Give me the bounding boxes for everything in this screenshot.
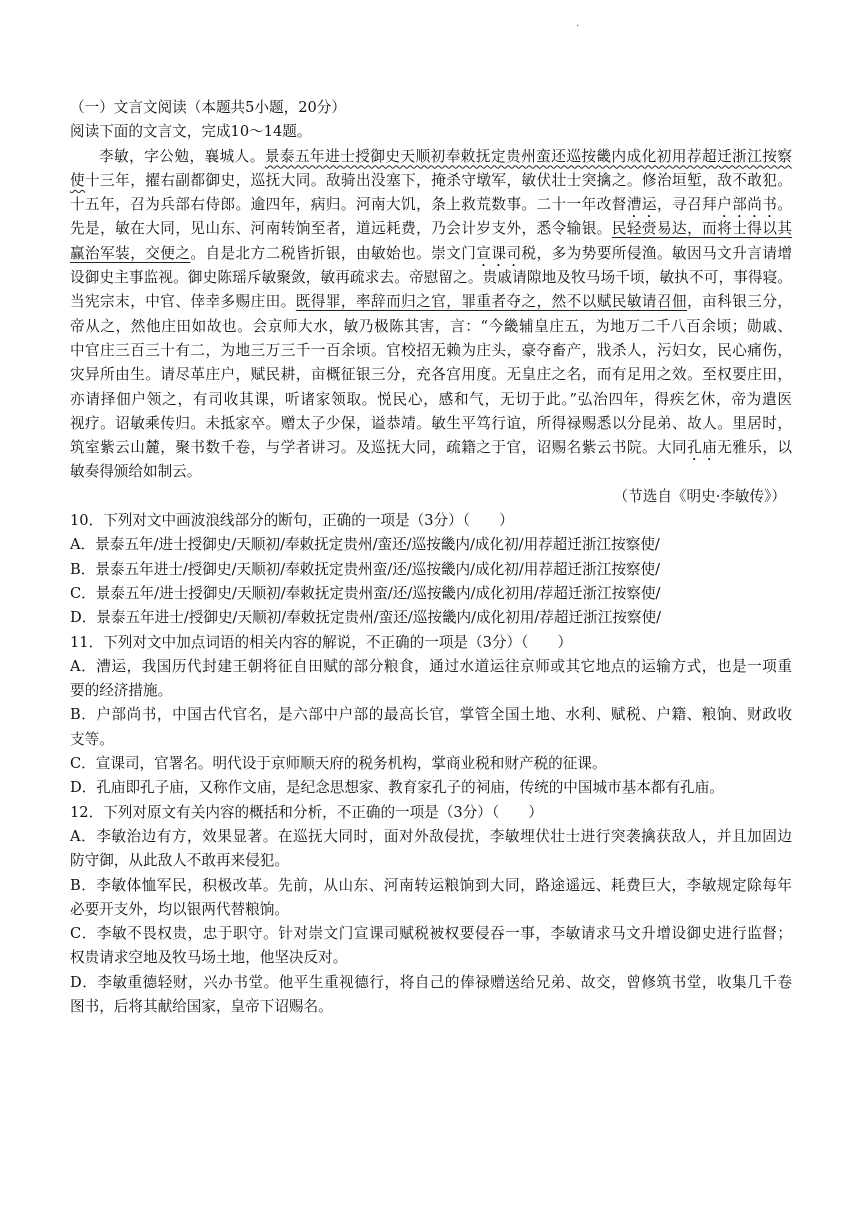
option-c: C．景泰五年/进士授御史/天顺初/奉敕抚定贵州蛮/还/巡按畿内/成化初用/荐超迁浙江按察使/	[70, 584, 661, 602]
option-c-cont: 权贵请求空地及牧马场土地，他坚决反对。	[70, 949, 348, 967]
section-header: （一）文言文阅读（本题共5小题，20分）	[70, 99, 346, 116]
option-a: A．漕运，我国历代封建王朝将征自田赋的部分粮食，通过水道运往京师或其它地点的运输方式，也是一项重	[70, 657, 792, 675]
option-d: D．景泰五年进士/授御史/天顺初/奉敕抚定贵州/蛮还/巡按畿内/成化初用/荐超迁浙江按察使/	[70, 609, 662, 627]
passage-line: 十五年，召为兵部右侍郎。逾四年，病归。河南大饥，条上救荒数事。二十一年改督漕运，寻召拜户部尚书。	[70, 196, 792, 214]
question-stem: 11．下列对文中加点词语的相关内容的解说，不正确的一项是（3分）（ ）	[70, 633, 573, 651]
dotted-term: 孔庙	[687, 439, 718, 457]
instruction: 阅读下面的文言文，完成10～14题。	[70, 123, 312, 141]
exam-content	[70, 96, 792, 1019]
option-a: A．李敏治边有方，效果显著。在巡抚大同时，面对外敌侵扰，李敏埋伏壮士进行突袭擒获敌人，并且加固边	[70, 827, 792, 845]
option-a-cont: 要的经济措施。	[70, 682, 173, 700]
option-c: C．宣课司，官署名。明代设于京师顺天府的税务机构，掌商业税和财产税的征课。	[70, 755, 607, 773]
passage-line: 赢治军装，交便之。自是北方二税皆折银，由敏始也。崇文门宣课司税，多为势要所侵渔。敏因马文升言请增	[70, 244, 792, 262]
passage-line: 帝从之，然他庄田如故也。会京师大水，敏乃极陈其害，言：“今畿辅皇庄五，为地万二千八百余顷；勋戚、	[70, 317, 792, 335]
passage-line: 先是，敏在大同，见山东、河南转饷至者，道远耗费，乃会计岁支外，悉令输银。民轻赍易达，而将士得以其	[70, 220, 792, 238]
option-b: B．景泰五年进士/授御史/天顺初/奉敕抚定贵州蛮/还/巡按畿内/成化初/用荐超迁浙江按察使/	[70, 560, 661, 578]
option-c: C．李敏不畏权贵，忠于职守。针对崇文门宣课司赋税被权要侵吞一事，李敏请求马文升增设御史进行监督；	[70, 925, 792, 943]
passage-line: 敏奏得颁给如制云。	[70, 463, 202, 481]
passage-line: 筑室紫云山麓，聚书数千卷，与学者讲习。及巡抚大同，疏籍之于官，诏赐名紫云书院。大同孔庙无雅乐，以	[70, 439, 792, 457]
option-d: D．孔庙即孔子庙，又称作文庙，是纪念思想家、教育家孔子的祠庙，传统的中国城市基本都有孔庙。	[70, 779, 724, 797]
passage-source: （节选自《明史·李敏传》）	[613, 487, 786, 505]
underlined-sentence: 民轻赍易达，而将士得以其	[611, 220, 792, 238]
passage-line: 亦请择佃户领之，有司收其课，听诸家领取。悦民心，感和气，无切于此。”弘治四年，得疾乞休，帝为遣医	[70, 390, 792, 408]
question-11	[70, 631, 792, 801]
passage-line: 设御史主事监视。御史陈瑶斥敏聚敛，敏再疏求去。帝慰留之。贵戚请隙地及牧马场千顷，敏执不可，事得寝。	[70, 269, 792, 287]
passage-line: 使十三年，擢右副都御史，巡抚大同。敌骑出没塞下，掩杀守墩军，敏伏壮士突擒之。修治垣堑，敌不敢犯。	[70, 171, 792, 189]
question-10	[70, 509, 792, 630]
underlined-sentence: 既得罪，率辞而归之官，罪重者夺之，然不以赋民敏请召佃	[295, 293, 688, 311]
option-d-cont: 图书，后将其献给国家，皇帝下诏赐名。	[70, 997, 333, 1015]
option-b: B．李敏体恤军民，积极改革。先前，从山东、河南转运粮饷到大同，路途遥远、耗费巨大，李敏规定除每年	[70, 876, 792, 894]
question-stem: 12．下列对原文有关内容的概括和分析，不正确的一项是（3分）（ ）	[70, 803, 543, 821]
passage-line: 当宪宗末，中官、倖幸多赐庄田。既得罪，率辞而归之官，罪重者夺之，然不以赋民敏请召佃，亩科银三分，	[70, 293, 792, 311]
passage-line: 李敏，字公勉，襄城人。景泰五年进士授御史天顺初奉敕抚定贵州蛮还巡按畿内成化初用荐超迁浙江按察	[99, 147, 792, 165]
passage-line: 视疗。诏敏乘传归。未抵家卒。赠太子少保，谥恭靖。敏生平笃行谊，所得禄赐悉以分昆弟、故人。里居时，	[70, 414, 792, 432]
option-b-cont: 支等。	[70, 730, 114, 748]
scan-mark: .	[576, 18, 580, 29]
passage-line: 中官庄三百三十有二，为地三万三千一百余顷。官校招无赖为庄头，豪夺畜产，戕杀人，污妇女，民心痛伤，	[70, 341, 792, 359]
question-12	[70, 801, 792, 1020]
wavy-underline-text: 景泰五年进士授御史天顺初奉敕抚定贵州蛮还巡按畿内成化初用荐超迁浙江按察	[264, 147, 792, 165]
option-b: B．户部尚书，中国古代官名，是六部中户部的最高长官，掌管全国土地、水利、赋税、户籍、粮饷、财政收	[70, 706, 792, 724]
underlined-sentence: 赢治军装，交便之	[70, 244, 191, 262]
option-a: A．景泰五年/进士授御史/天顺初/奉敕抚定贵州/蛮还/巡按畿内/成化初/用荐超迁浙江按察使/	[70, 536, 660, 554]
dotted-term: 宣课司	[476, 244, 522, 262]
question-stem: 10．下列对文中画波浪线部分的断句，正确的一项是（3分）（ ）	[70, 512, 514, 530]
option-a-cont: 防守御，从此敌人不敢再来侵犯。	[70, 852, 289, 870]
dotted-term: 户部尚书	[717, 196, 778, 214]
option-b-cont: 必要开支外，均以银两代替粮饷。	[70, 900, 289, 918]
option-d: D．李敏重德轻财，兴办书堂。他平生重视德行，将自己的俸禄赠送给兄弟、故交，曾修筑书堂，收集几千卷	[70, 973, 792, 991]
classical-passage	[70, 145, 792, 509]
wavy-underline-text: 使	[70, 171, 86, 189]
dotted-term: 漕运	[626, 196, 657, 214]
passage-line: 灾异所由生。请尽革庄户，赋民耕，亩概征银三分，充各宫用度。无皇庄之名，而有足用之效。至权要庄田，	[70, 366, 792, 384]
